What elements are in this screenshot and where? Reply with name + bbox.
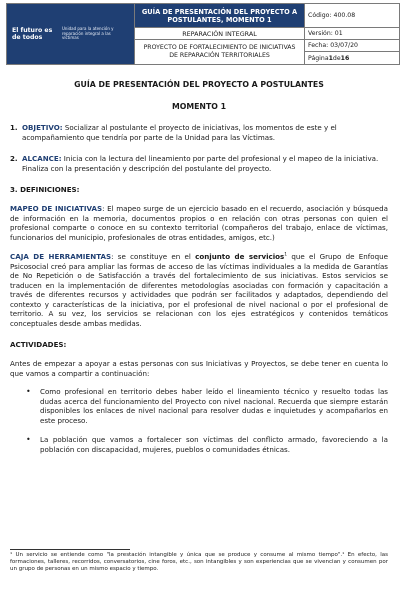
page-total: 16: [340, 54, 350, 62]
item-text: Socializar al postulante el proyecto de iniciativas, los momentos de este y el acompañamiento que tendría por parte de la Unidad para las Víctimas.: [22, 123, 337, 142]
objective-item: [10, 123, 388, 142]
item-number: 2.: [10, 154, 18, 164]
document-title: GUÍA DE PRESENTACIÓN DEL PROYECTO A POSTULANTES: [74, 80, 324, 89]
item-body: [22, 154, 388, 173]
caja-text-2: que el Grupo de Enfoque Psicosocial creó para ampliar las formas de acceso de las víctimas individuales a la medida de Garantías de No Repetición o de Satisfacción a través del fortalecimiento de sus iniciativas. Estos servicios se traducen en la implementación de diferentes metodologías asociadas con formación y capacitación a través de diferentes recursos y actividades que podrán ser facilitados y adaptados, dependiendo del contexto y características de la iniciativa, por el profesional de nivel nacional o por el profesional de territorio. A su vez, los servicios se relacionan con los ejes estratégicos y contenidos temáticos conceptuales desde ambas medidas.: [10, 252, 388, 328]
header-project: PROYECTO DE FORTALECIMIENTO DE INICIATIVAS DE REPARACIÓN TERRITORIALES: [143, 44, 296, 59]
scope-item: [10, 154, 388, 173]
activities-heading: ACTIVIDADES:: [10, 340, 67, 350]
logo-sub-text: Unidad para la atención y reparación integral a las víctimas: [62, 25, 114, 41]
document-header: [6, 3, 400, 65]
list-item: [26, 435, 388, 454]
header-title: GUÍA DE PRESENTACIÓN DEL PROYECTO A POSTULANTES, MOMENTO 1: [135, 4, 304, 28]
document-body: [10, 76, 388, 464]
activities-intro: Antes de empezar a apoyar a estas personas con sus Iniciativas y Proyectos, se debe tener en cuenta lo que vamos a compartir a continuación:: [10, 359, 388, 378]
item-label: ALCANCE:: [22, 154, 62, 164]
footnote-ref[interactable]: 1: [284, 253, 288, 259]
bullet-icon: •: [26, 435, 31, 445]
bullet-text: La población que vamos a fortalecer son víctimas del conflicto armado, favoreciendo a la población con discapacidad, mujeres, pueblos o comunidades étnicas.: [40, 435, 388, 454]
document-moment: MOMENTO 1: [171, 102, 227, 111]
footnote-divider: [10, 549, 130, 550]
activities-list: [10, 387, 388, 454]
page-prefix: Página: [308, 54, 329, 62]
mapeo-term: MAPEO DE INICIATIVAS: [10, 204, 103, 214]
header-middle: [135, 4, 305, 64]
header-meta: [305, 4, 399, 64]
doc-code: Código: 400.08: [305, 4, 399, 28]
definitions-heading: 3. DEFINICIONES:: [10, 185, 80, 195]
caja-paragraph: [10, 252, 388, 328]
page-current: 1: [328, 54, 333, 62]
bullet-text: Como profesional en territorio debes haber leído el lineamiento técnico y resuelto todas las dudas acerca del funcionamiento del Proyecto con nivel nacional. Recuerda que siempre estarán disponibles los enlaces de nivel nacional para resolver dudas e inquietudes y acompañarlos en este proceso.: [40, 387, 388, 425]
logo-main-text: El futuro es de todos: [12, 27, 53, 41]
mapeo-text: : El mapeo surge de un ejercicio basado en el recuerdo, asociación y búsqueda de información en la memoria, documentos propios o en relación con otras personas con quien el profesional comparte o conoce en su contexto territorial (compañeros del trabajo, enlace de víctimas, funcionarios del municipio, profesionales de otras entidades, amigos, etc.): [10, 204, 388, 242]
doc-page: [305, 52, 399, 64]
page-of: de: [332, 54, 341, 62]
bullet-icon: •: [26, 387, 31, 397]
header-subtitle: REPARACIÓN INTEGRAL: [135, 28, 304, 40]
caja-term: CAJA DE HERRAMIENTAS: [10, 252, 112, 262]
caja-text-1: : se constituye en el: [111, 252, 196, 262]
caja-bold: conjunto de servicios: [195, 252, 285, 262]
footnote: ¹ Un servicio se entiende como "la prestación intangible y única que se produce y consume al mismo tiempo".¹ En efecto, las formaciones, talleres, recorridos, conversatorios, cine foros, etc., son intangibles y son experiencias que se vivencian y consumen por un grupo de personas en un mismo espacio y tiempo.: [10, 552, 388, 572]
logo: [7, 4, 135, 64]
doc-version: Versión: 01: [305, 28, 399, 40]
item-number: 1.: [10, 123, 18, 132]
doc-date: Fecha: 03/07/20: [305, 40, 399, 52]
item-text: Inicia con la lectura del lineamiento por parte del profesional y el mapeo de la iniciativa. Finaliza con la presentación y descripción del postulante del proyecto.: [22, 154, 379, 173]
mapeo-paragraph: [10, 204, 388, 242]
list-item: [26, 387, 388, 425]
item-body: [22, 123, 388, 142]
item-label: OBJETIVO:: [22, 123, 63, 132]
